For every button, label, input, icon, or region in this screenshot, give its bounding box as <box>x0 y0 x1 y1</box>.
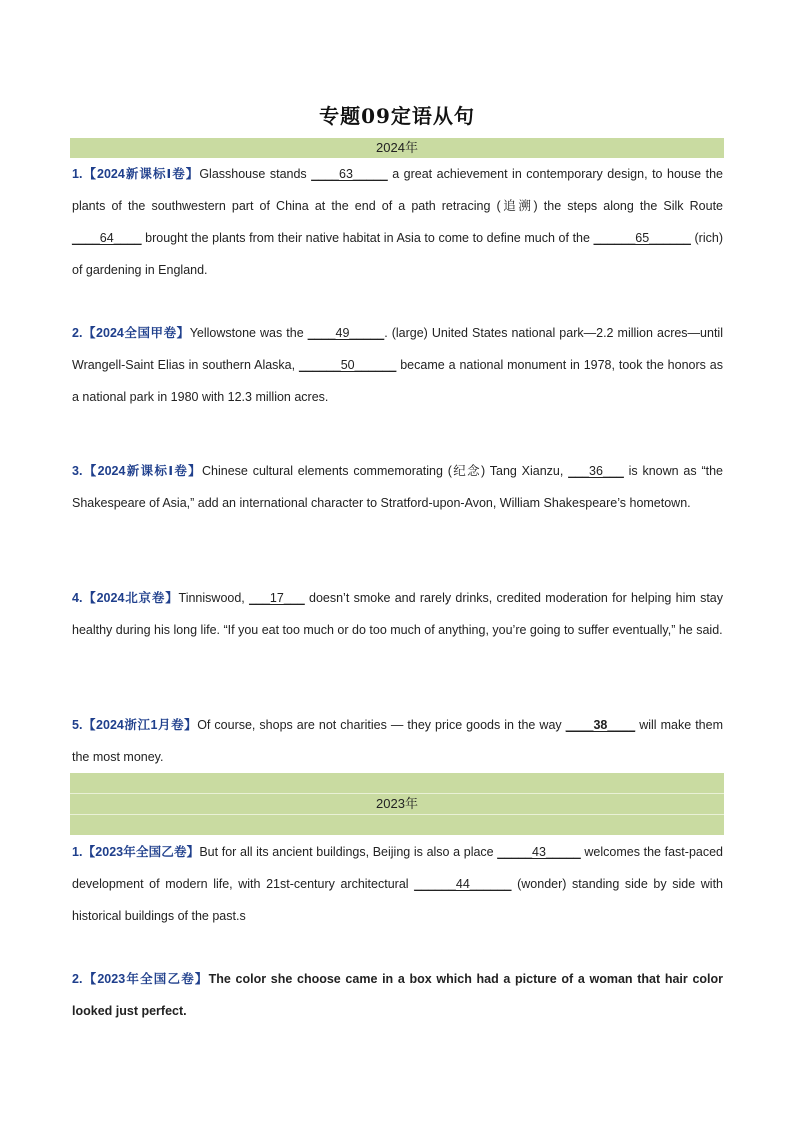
question-text: a great achievement in contemporary design, to house the plants of the southwestern part of China at the end of a path retracing (追溯) the steps along the Silk Route <box>72 167 723 213</box>
question-item <box>72 963 723 1027</box>
question-text: Of course, shops are not charities — they price goods in the way <box>197 718 566 732</box>
question-source-tag: 【2024新课标Ⅰ卷】 <box>82 167 200 181</box>
question-text: The color she choose came in a box which had a picture of a woman that hair color looked just perfect. <box>72 972 724 1018</box>
question-text: brought the plants from their native habitat in Asia to come to define much of the <box>141 231 594 245</box>
question-text: Tinniswood, <box>178 591 250 605</box>
question-source-tag: 【2024全国甲卷】 <box>82 326 190 340</box>
answer-blank: _____43_____ <box>497 845 581 859</box>
question-item <box>72 455 723 519</box>
question-item <box>72 317 723 413</box>
question-text: . (large) United States national park—2.2 million acres—until Wrangell-Saint Elias in southern Alaska, <box>72 326 723 372</box>
year-label: 2023年 <box>376 796 418 811</box>
page-title: 专题09定语从句 <box>319 104 475 128</box>
question-source-tag: 【2024新课标Ⅰ卷】 <box>82 464 203 478</box>
question-text: became a national monument in 1978, took the honors as a national park in 1980 with 12.3 million acres. <box>72 358 723 404</box>
question-source-tag: 【2023年全国乙卷】 <box>82 845 200 859</box>
answer-blank: ____38____ <box>565 718 636 732</box>
question-text: Chinese cultural elements commemorating (纪念) Tang Xianzu, <box>202 464 569 478</box>
question-source-tag: 【2024北京卷】 <box>82 591 179 605</box>
question-number: 3. <box>72 464 83 478</box>
question-number: 1. <box>72 167 83 181</box>
answer-blank: ______65______ <box>593 231 691 245</box>
year-band-2023 <box>70 773 724 835</box>
question-text: is known as “the Shakespeare of Asia,” add an international character to Stratford-upon-Avon, William Shakespeare’s hometown. <box>72 464 723 510</box>
answer-blank: ___17___ <box>249 591 305 605</box>
answer-blank: ______44______ <box>414 877 512 891</box>
question-source-tag: 【2023年全国乙卷】 <box>82 972 209 986</box>
question-item <box>72 582 723 646</box>
answer-blank: ______50______ <box>299 358 397 372</box>
answer-blank: ____49_____ <box>307 326 385 340</box>
question-text: Yellowstone was the <box>189 326 308 340</box>
question-source-tag: 【2024浙江1月卷】 <box>82 718 198 732</box>
answer-blank: ___36___ <box>568 464 624 478</box>
question-text: welcomes the fast-paced development of modern life, with 21st-century architectural <box>72 845 724 891</box>
answer-blank: ____63_____ <box>311 167 388 181</box>
question-text: (wonder) standing side by side with historical buildings of the past.s <box>72 877 723 923</box>
question-text: will make them the most money. <box>72 718 723 764</box>
answer-blank: ____64____ <box>72 231 142 245</box>
question-item <box>72 158 723 286</box>
question-number: 5. <box>72 718 83 732</box>
question-number: 2. <box>72 326 83 340</box>
year-band-2024 <box>70 138 724 158</box>
band-stripe <box>70 814 724 815</box>
question-text: (rich) of gardening in England. <box>72 231 723 277</box>
question-text: Glasshouse stands <box>199 167 312 181</box>
question-item <box>72 836 723 932</box>
question-text: But for all its ancient buildings, Beijing is also a place <box>199 845 498 859</box>
year-label: 2024年 <box>376 140 418 155</box>
question-number: 4. <box>72 591 83 605</box>
question-text: doesn’t smoke and rarely drinks, credited moderation for helping him stay healthy during his long life. “If you eat too much or do too much of anything, you’re going to suffer eventually,” he said. <box>72 591 724 637</box>
band-stripe <box>70 793 724 794</box>
question-item <box>72 709 723 773</box>
question-number: 2. <box>72 972 83 986</box>
question-number: 1. <box>72 845 83 859</box>
